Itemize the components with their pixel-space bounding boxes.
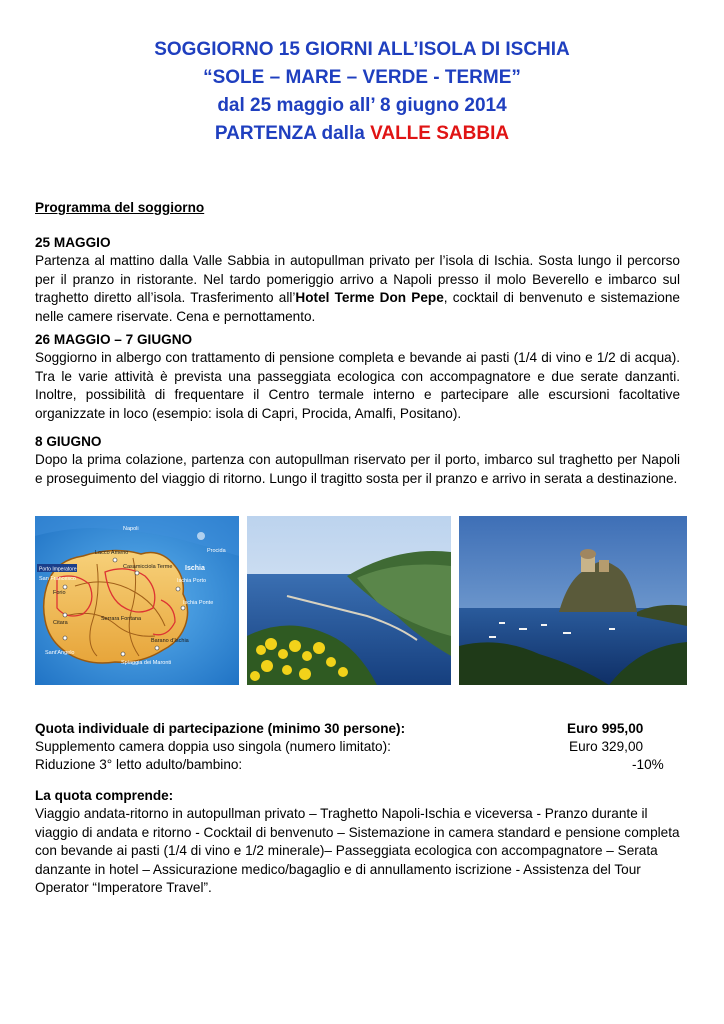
map-label-ischia: Ischia — [185, 565, 205, 572]
departure-place: VALLE SABBIA — [370, 123, 510, 144]
map-label-citara: Citara — [53, 620, 68, 626]
includes-block — [35, 787, 680, 897]
title-line-2: “SOLE – MARE – VERDE - TERME” — [203, 67, 521, 88]
day-text-part: Partenza al mattino dalla Valle Sabbia in autopullman privato per l’isola di Ischia. Sosta lungo il percorso per il pranzo in ristorante. Nel tardo pomeriggio arrivo a Napoli presso il molo Beverello e imbarco sul traghetto diretto all’isola. Trasferimento all’ — [35, 253, 680, 306]
price-label: Riduzione 3° letto adulto/bambino: — [35, 757, 243, 772]
map-label-procida: Procida — [207, 548, 226, 554]
title-line-1: SOGGIORNO 15 GIORNI ALL’ISOLA DI ISCHIA — [154, 39, 570, 60]
map-label-sant-angelo: Sant'Angelo — [45, 650, 75, 656]
price-value: Euro 329,00 — [569, 739, 644, 754]
day-text — [35, 252, 680, 326]
day-block-3 — [35, 433, 680, 488]
program-heading: Programma del soggiorno — [35, 200, 205, 215]
map-label-ischia-ponte: Ischia Ponte — [183, 600, 214, 606]
castle-harbour-photo — [459, 516, 687, 685]
price-row-reduction — [35, 756, 680, 774]
map-label-napoli: Napoli — [123, 526, 139, 532]
map-label-spiaggia: Spiaggia dei Maronti — [121, 660, 172, 666]
price-value: Euro 995,00 — [567, 721, 644, 736]
includes-heading: La quota comprende: — [35, 788, 174, 803]
coastline-photo — [247, 516, 451, 685]
ischia-map — [35, 516, 239, 685]
ischia-map-image — [35, 516, 239, 685]
day-title: 26 MAGGIO – 7 GIUGNO — [35, 332, 193, 347]
day-text: Soggiorno in albergo con trattamento di pensione completa e bevande ai pasti (1/4 di vino e 1/2 di acqua). Tra le varie attività è prevista una passeggiata ecologica con accompagnatore e due serate danzanti. Inoltre, possibilità di frequentare il Centro termale interno e partecipare alle escursioni facoltative organizzate in loco (esempio: isola di Capri, Procida, Amalfi, Positano). — [35, 350, 680, 421]
price-label: Supplemento camera doppia uso singola (numero limitato): — [35, 739, 391, 754]
map-label-serrara: Serrara Fontana — [101, 616, 142, 622]
coastline-picture — [247, 516, 451, 685]
castle-harbour-picture — [459, 516, 687, 685]
map-label-porto: Ischia Porto — [177, 578, 207, 584]
price-value: -10% — [632, 757, 664, 772]
day-text: Dopo la prima colazione, partenza con autopullman riservato per il porto, imbarco sul traghetto per Napoli e proseguimento del viaggio di ritorno. Lungo il tragitto sosta per il pranzo e arrivo in serata a destinazione. — [35, 452, 680, 486]
day-title: 25 MAGGIO — [35, 235, 111, 250]
map-label-casamicciola: Casamicciola Terme — [123, 564, 173, 570]
price-label: Quota individuale di partecipazione (minimo 30 persone): — [35, 721, 406, 736]
map-label-san-francesco: San Francesco — [39, 576, 76, 582]
map-label-forio: Forio — [53, 590, 66, 596]
map-label-barano: Barano d'Ischia — [151, 638, 189, 644]
title-line-3: dal 25 maggio all’ 8 giugno 2014 — [217, 95, 507, 116]
day-title: 8 GIUGNO — [35, 434, 102, 449]
day-block-1 — [35, 234, 680, 326]
price-row-main — [35, 720, 680, 738]
includes-text: Viaggio andata-ritorno in autopullman privato – Traghetto Napoli-Ischia e viceversa - Pranzo durante il viaggio di andata e ritorno - Cocktail di benvenuto – Sistemazione in camera standard e pensione completa con bevande ai pasti (1/4 di vino e 1/2 minerale)– Passeggiata ecologica con accompagnatore – Serata danzante in hotel – Assicurazione medico/bagaglio e di annullamento iscrizione - Assistenza del Tour Operator “Imperatore Travel”. — [35, 806, 680, 896]
day-text-part: , cocktail di benvenuto e sistemazione nelle camere riservate. Cena e pernottamento. — [35, 290, 680, 324]
hotel-name: Hotel Terme Don Pepe — [295, 290, 444, 306]
map-label-lacco: Lacco Ameno — [95, 550, 129, 556]
title-line-4 — [0, 121, 724, 147]
hotel-map-label: Porto Imperatore — [39, 566, 77, 573]
departure-prefix: PARTENZA dalla — [214, 123, 371, 144]
day-block-2 — [35, 331, 680, 423]
price-row-single-supplement — [35, 738, 680, 756]
